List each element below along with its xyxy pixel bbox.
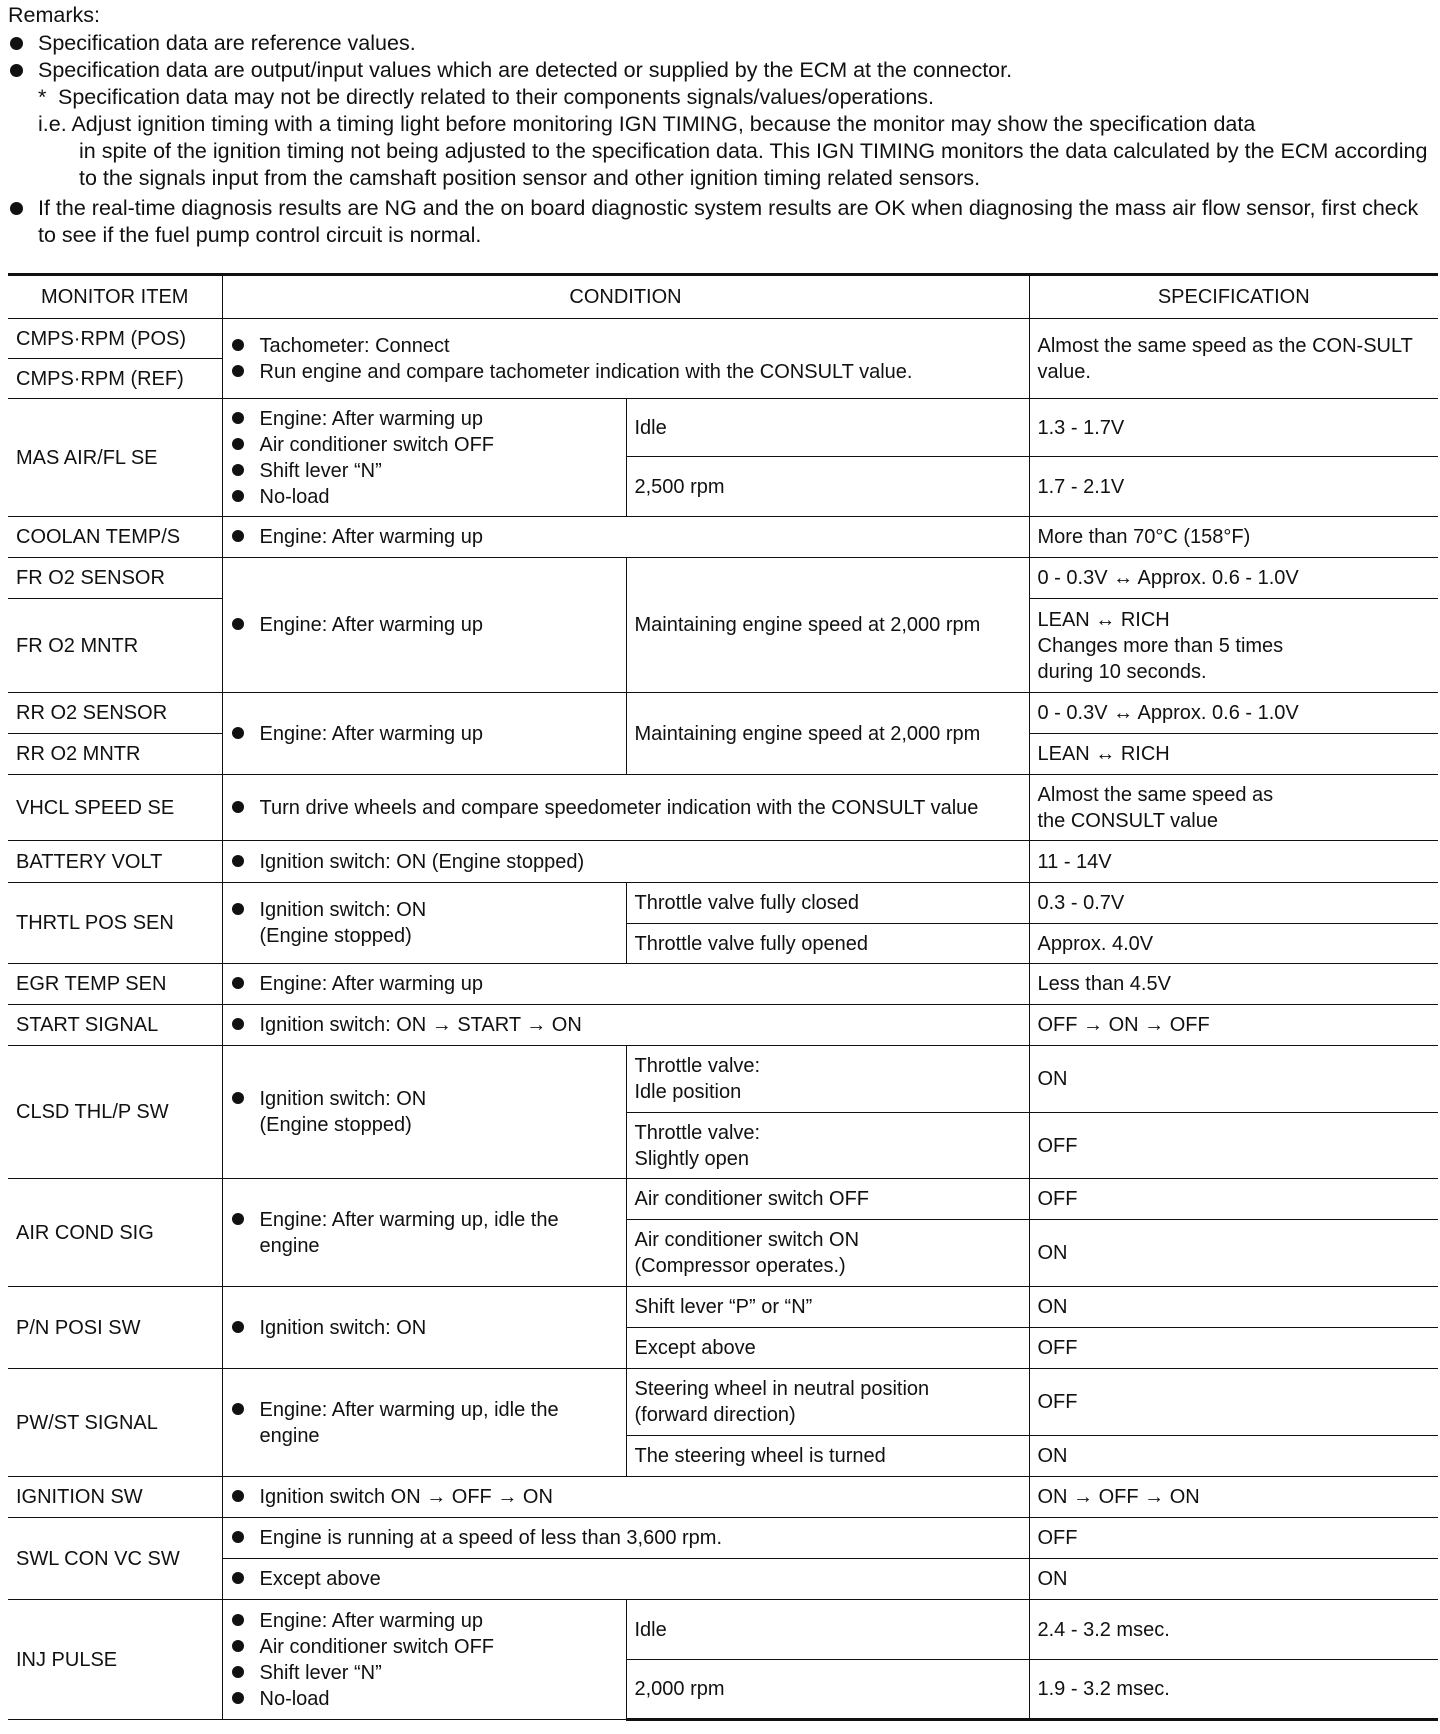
monitor-item: CLSD THL/P SW xyxy=(8,1046,222,1179)
spec-cell: ON xyxy=(1029,1287,1438,1328)
condition-cell: Engine: After warming up xyxy=(222,964,1029,1005)
remark-note: * Specification data may not be directly related to their components signals/values/operations. xyxy=(38,85,935,109)
asterisk-icon: * xyxy=(38,85,47,109)
sub-condition-cell: Shift lever “P” or “N” xyxy=(626,1287,1029,1328)
monitor-item: SWL CON VC SW xyxy=(8,1518,222,1600)
spec-cell: Less than 4.5V xyxy=(1029,964,1438,1005)
monitor-item: INJ PULSE xyxy=(8,1600,222,1720)
spec-cell: OFF xyxy=(1029,1369,1438,1436)
table-row xyxy=(8,1179,1438,1220)
condition-cell: Ignition switch: ON (Engine stopped) xyxy=(222,841,1029,883)
monitor-item: IGNITION SW xyxy=(8,1477,222,1518)
condition-cell: Ignition switch: ON (Engine stopped) xyxy=(222,1046,626,1179)
table-header-row xyxy=(8,275,1438,319)
table-row xyxy=(8,399,1438,457)
condition-cell: Engine: After warming up xyxy=(222,517,1029,558)
remark-bullet-3: If the real-time diagnosis results are NG and the on board diagnostic system results are OK when diagnosing the mass air flow sensor, first check to see if the fuel pump control circuit is normal. xyxy=(8,195,1438,249)
condition-cell: Ignition switch: ON (Engine stopped) xyxy=(222,883,626,964)
sub-condition-cell: Throttle valve fully closed xyxy=(626,883,1029,924)
bullet-icon xyxy=(10,64,23,77)
spec-cell: ON → OFF → ON xyxy=(1029,1477,1438,1518)
spec-cell: LEAN ↔ RICH xyxy=(1029,734,1438,775)
table-row xyxy=(8,841,1438,883)
condition-cell: Turn drive wheels and compare speedometer indication with the CONSULT value xyxy=(222,775,1029,841)
monitor-spec-table xyxy=(8,273,1438,1721)
header-specification: SPECIFICATION xyxy=(1029,275,1438,319)
spec-cell: Approx. 4.0V xyxy=(1029,924,1438,964)
table-row xyxy=(8,1287,1438,1328)
monitor-item: AIR COND SIG xyxy=(8,1179,222,1287)
spec-cell: OFF xyxy=(1029,1179,1438,1220)
condition-cell: Engine is running at a speed of less than 3,600 rpm. xyxy=(222,1518,1029,1559)
spec-cell: 1.7 - 2.1V xyxy=(1029,457,1438,517)
sub-condition-cell: Air conditioner switch ON (Compressor operates.) xyxy=(626,1220,1029,1287)
spec-cell: 0 - 0.3V ↔ Approx. 0.6 - 1.0V xyxy=(1029,693,1438,734)
monitor-item: CMPS·RPM (POS) xyxy=(8,319,222,359)
table-row xyxy=(8,1005,1438,1046)
spec-cell: ON xyxy=(1029,1559,1438,1600)
sub-condition-cell: Except above xyxy=(626,1328,1029,1369)
monitor-item: COOLAN TEMP/S xyxy=(8,517,222,558)
monitor-item: CMPS·RPM (REF) xyxy=(8,359,222,399)
sub-condition-cell: 2,500 rpm xyxy=(626,457,1029,517)
sub-condition-cell: Maintaining engine speed at 2,000 rpm xyxy=(626,558,1029,693)
table-row xyxy=(8,775,1438,841)
spec-cell: OFF xyxy=(1029,1518,1438,1559)
spec-cell: Almost the same speed as the CON-SULT value. xyxy=(1029,319,1438,399)
condition-cell: Engine: After warming up Air conditioner switch OFF Shift lever “N” No-load xyxy=(222,1600,626,1720)
condition-cell: Ignition switch ON → OFF → ON xyxy=(222,1477,1029,1518)
condition-cell: Engine: After warming up, idle the engine xyxy=(222,1179,626,1287)
table-row xyxy=(8,1518,1438,1559)
sub-condition-cell: Air conditioner switch OFF xyxy=(626,1179,1029,1220)
condition-cell: Engine: After warming up, idle the engine xyxy=(222,1369,626,1477)
monitor-item: RR O2 SENSOR xyxy=(8,693,222,734)
remark-bullet-2: Specification data are output/input values which are detected or supplied by the ECM at the connector. xyxy=(8,57,1438,84)
sub-condition-cell: Idle xyxy=(626,1600,1029,1660)
table-row xyxy=(8,1369,1438,1436)
sub-condition-cell: Maintaining engine speed at 2,000 rpm xyxy=(626,693,1029,775)
bullet-icon xyxy=(10,202,23,215)
sub-condition-cell: 2,000 rpm xyxy=(626,1660,1029,1720)
remark-example: i.e. Adjust ignition timing with a timing light before monitoring IGN TIMING, because the monitor may show the specification data in spite of the ignition timing not being adjusted to the specification data. This IGN TIMING monitors the data calculated by the ECM according to the signals input from the camshaft position sensor and other ignition timing related sensors. xyxy=(38,112,1428,190)
spec-cell: Almost the same speed as the CONSULT value xyxy=(1029,775,1438,841)
table-row xyxy=(8,693,1438,734)
bullet-icon xyxy=(10,37,23,50)
spec-cell: 0 - 0.3V ↔ Approx. 0.6 - 1.0V xyxy=(1029,558,1438,599)
spec-cell: OFF xyxy=(1029,1113,1438,1179)
sub-condition-cell: The steering wheel is turned xyxy=(626,1436,1029,1477)
header-monitor-item: MONITOR ITEM xyxy=(8,275,222,319)
spec-cell: More than 70°C (158°F) xyxy=(1029,517,1438,558)
spec-cell: ON xyxy=(1029,1436,1438,1477)
sub-condition-cell: Idle xyxy=(626,399,1029,457)
table-row xyxy=(8,1559,1438,1600)
table-row xyxy=(8,517,1438,558)
monitor-item: START SIGNAL xyxy=(8,1005,222,1046)
condition-cell: Except above xyxy=(222,1559,1029,1600)
table-row xyxy=(8,558,1438,599)
monitor-item: PW/ST SIGNAL xyxy=(8,1369,222,1477)
spec-cell: 1.9 - 3.2 msec. xyxy=(1029,1660,1438,1720)
spec-cell: 0.3 - 0.7V xyxy=(1029,883,1438,924)
condition-cell: Engine: After warming up xyxy=(222,558,626,693)
monitor-item: VHCL SPEED SE xyxy=(8,775,222,841)
spec-cell: OFF → ON → OFF xyxy=(1029,1005,1438,1046)
spec-cell: LEAN ↔ RICH Changes more than 5 times during 10 seconds. xyxy=(1029,599,1438,693)
condition-cell: Tachometer: Connect Run engine and compare tachometer indication with the CONSULT value. xyxy=(222,319,1029,399)
table-row xyxy=(8,1046,1438,1113)
spec-cell: OFF xyxy=(1029,1328,1438,1369)
monitor-item: FR O2 MNTR xyxy=(8,599,222,693)
condition-cell: Engine: After warming up xyxy=(222,693,626,775)
sub-condition-cell: Throttle valve fully opened xyxy=(626,924,1029,964)
condition-cell: Engine: After warming up Air conditioner switch OFF Shift lever “N” No-load xyxy=(222,399,626,517)
monitor-item: RR O2 MNTR xyxy=(8,734,222,775)
monitor-item: P/N POSI SW xyxy=(8,1287,222,1369)
remarks-title: Remarks: xyxy=(8,3,100,27)
spec-cell: ON xyxy=(1029,1220,1438,1287)
remark-bullet-1: Specification data are reference values. xyxy=(8,30,1438,57)
sub-condition-cell: Throttle valve: Slightly open xyxy=(626,1113,1029,1179)
table-row xyxy=(8,1477,1438,1518)
monitor-item: BATTERY VOLT xyxy=(8,841,222,883)
remarks-section xyxy=(8,0,1438,249)
spec-cell: 2.4 - 3.2 msec. xyxy=(1029,1600,1438,1660)
spec-cell: ON xyxy=(1029,1046,1438,1113)
table-row xyxy=(8,1600,1438,1660)
spec-cell: 1.3 - 1.7V xyxy=(1029,399,1438,457)
table-row xyxy=(8,883,1438,924)
sub-condition-cell: Steering wheel in neutral position (forward direction) xyxy=(626,1369,1029,1436)
table-row xyxy=(8,964,1438,1005)
monitor-item: EGR TEMP SEN xyxy=(8,964,222,1005)
header-condition: CONDITION xyxy=(222,275,1029,319)
spec-cell: 11 - 14V xyxy=(1029,841,1438,883)
sub-condition-cell: Throttle valve: Idle position xyxy=(626,1046,1029,1113)
table-row xyxy=(8,319,1438,359)
monitor-item: FR O2 SENSOR xyxy=(8,558,222,599)
condition-cell: Ignition switch: ON xyxy=(222,1287,626,1369)
condition-cell: Ignition switch: ON → START → ON xyxy=(222,1005,1029,1046)
monitor-item: MAS AIR/FL SE xyxy=(8,399,222,517)
monitor-item: THRTL POS SEN xyxy=(8,883,222,964)
